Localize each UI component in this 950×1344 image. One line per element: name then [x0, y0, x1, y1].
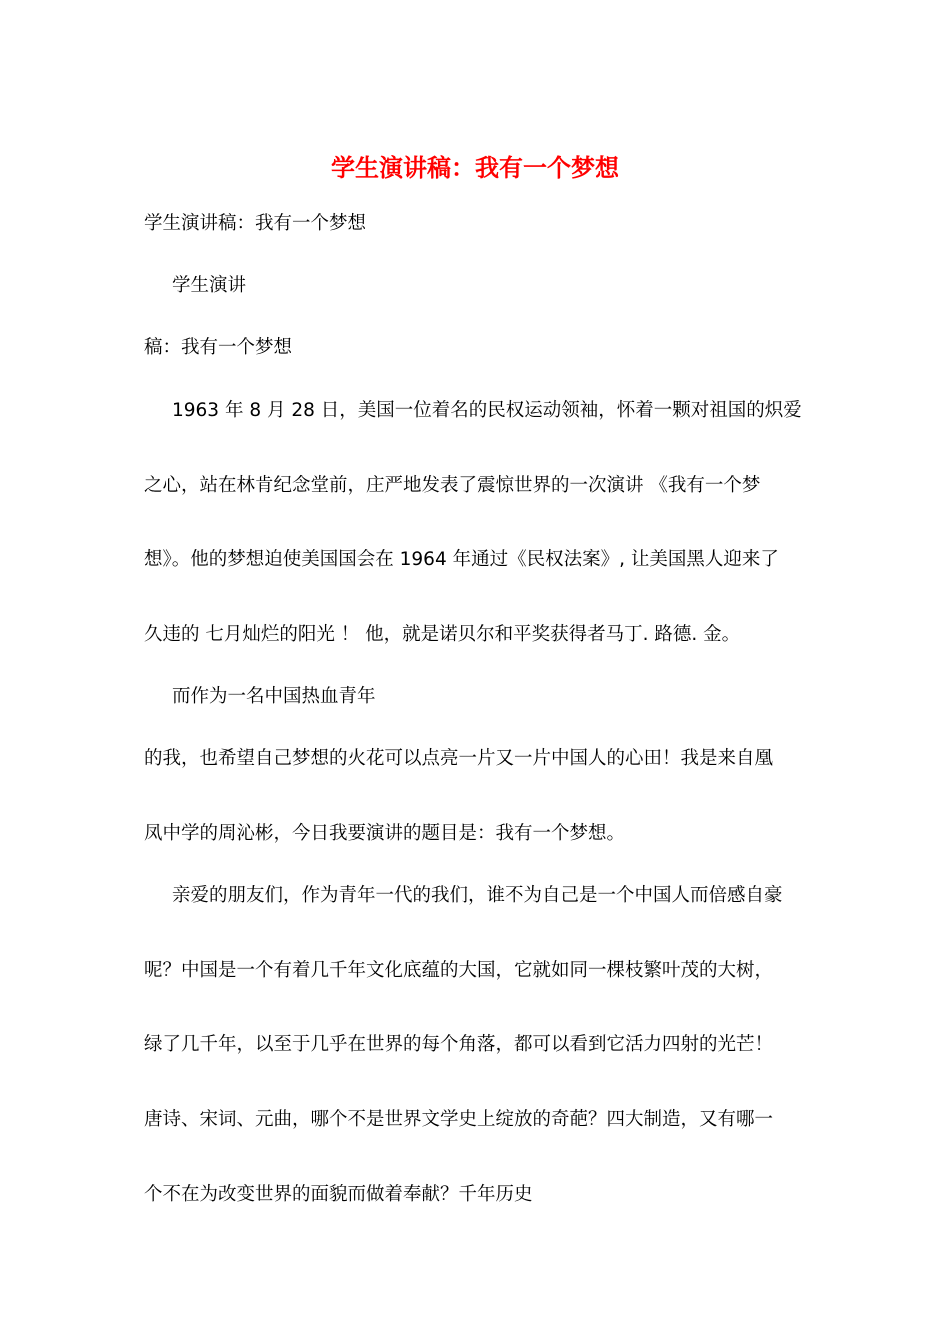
body-line: 稿：我有一个梦想 [144, 337, 293, 358]
body-line: 凤中学的周沁彬，今日我要演讲的题目是：我有一个梦想。 [144, 823, 626, 844]
body-line: 的我，也希望自己梦想的火花可以点亮一片又一片中国人的心田！我是来自凰 [144, 748, 774, 769]
body-line: 学生演讲稿：我有一个梦想 [144, 213, 367, 234]
body-line: 个不在为改变世界的面貌而做着奉献？千年历史 [144, 1184, 533, 1205]
body-line: 呢？中国是一个有着几千年文化底蕴的大国，它就如同一棵枝繁叶茂的大树， [144, 960, 774, 981]
body-line: 学生演讲 [172, 275, 247, 296]
body-line: 久违的 七月灿烂的阳光 ！ 他，就是诺贝尔和平奖获得者马丁. 路德. 金。 [144, 624, 741, 645]
document-title: 学生演讲稿：我有一个梦想 [331, 153, 619, 182]
body-line: 而作为一名中国热血青年 [172, 686, 376, 707]
body-line: 唐诗、宋词、元曲，哪个不是世界文学史上绽放的奇葩？四大制造，又有哪一 [144, 1109, 774, 1130]
body-line: 绿了几千年，以至于几乎在世界的每个角落，都可以看到它活力四射的光芒！ [144, 1034, 774, 1055]
body-line: 1963 年 8 月 28 日，美国一位着名的民权运动领袖，怀着一颗对祖国的炽爱 [172, 400, 802, 421]
body-line: 亲爱的朋友们，作为青年一代的我们，谁不为自己是一个中国人而倍感自豪 [172, 885, 783, 906]
body-line: 之心，站在林肯纪念堂前，庄严地发表了震惊世界的一次演讲 《我有一个梦 [144, 475, 761, 496]
body-line: 想》。他的梦想迫使美国国会在 1964 年通过《民权法案》, 让美国黑人迎来了 [144, 549, 779, 570]
